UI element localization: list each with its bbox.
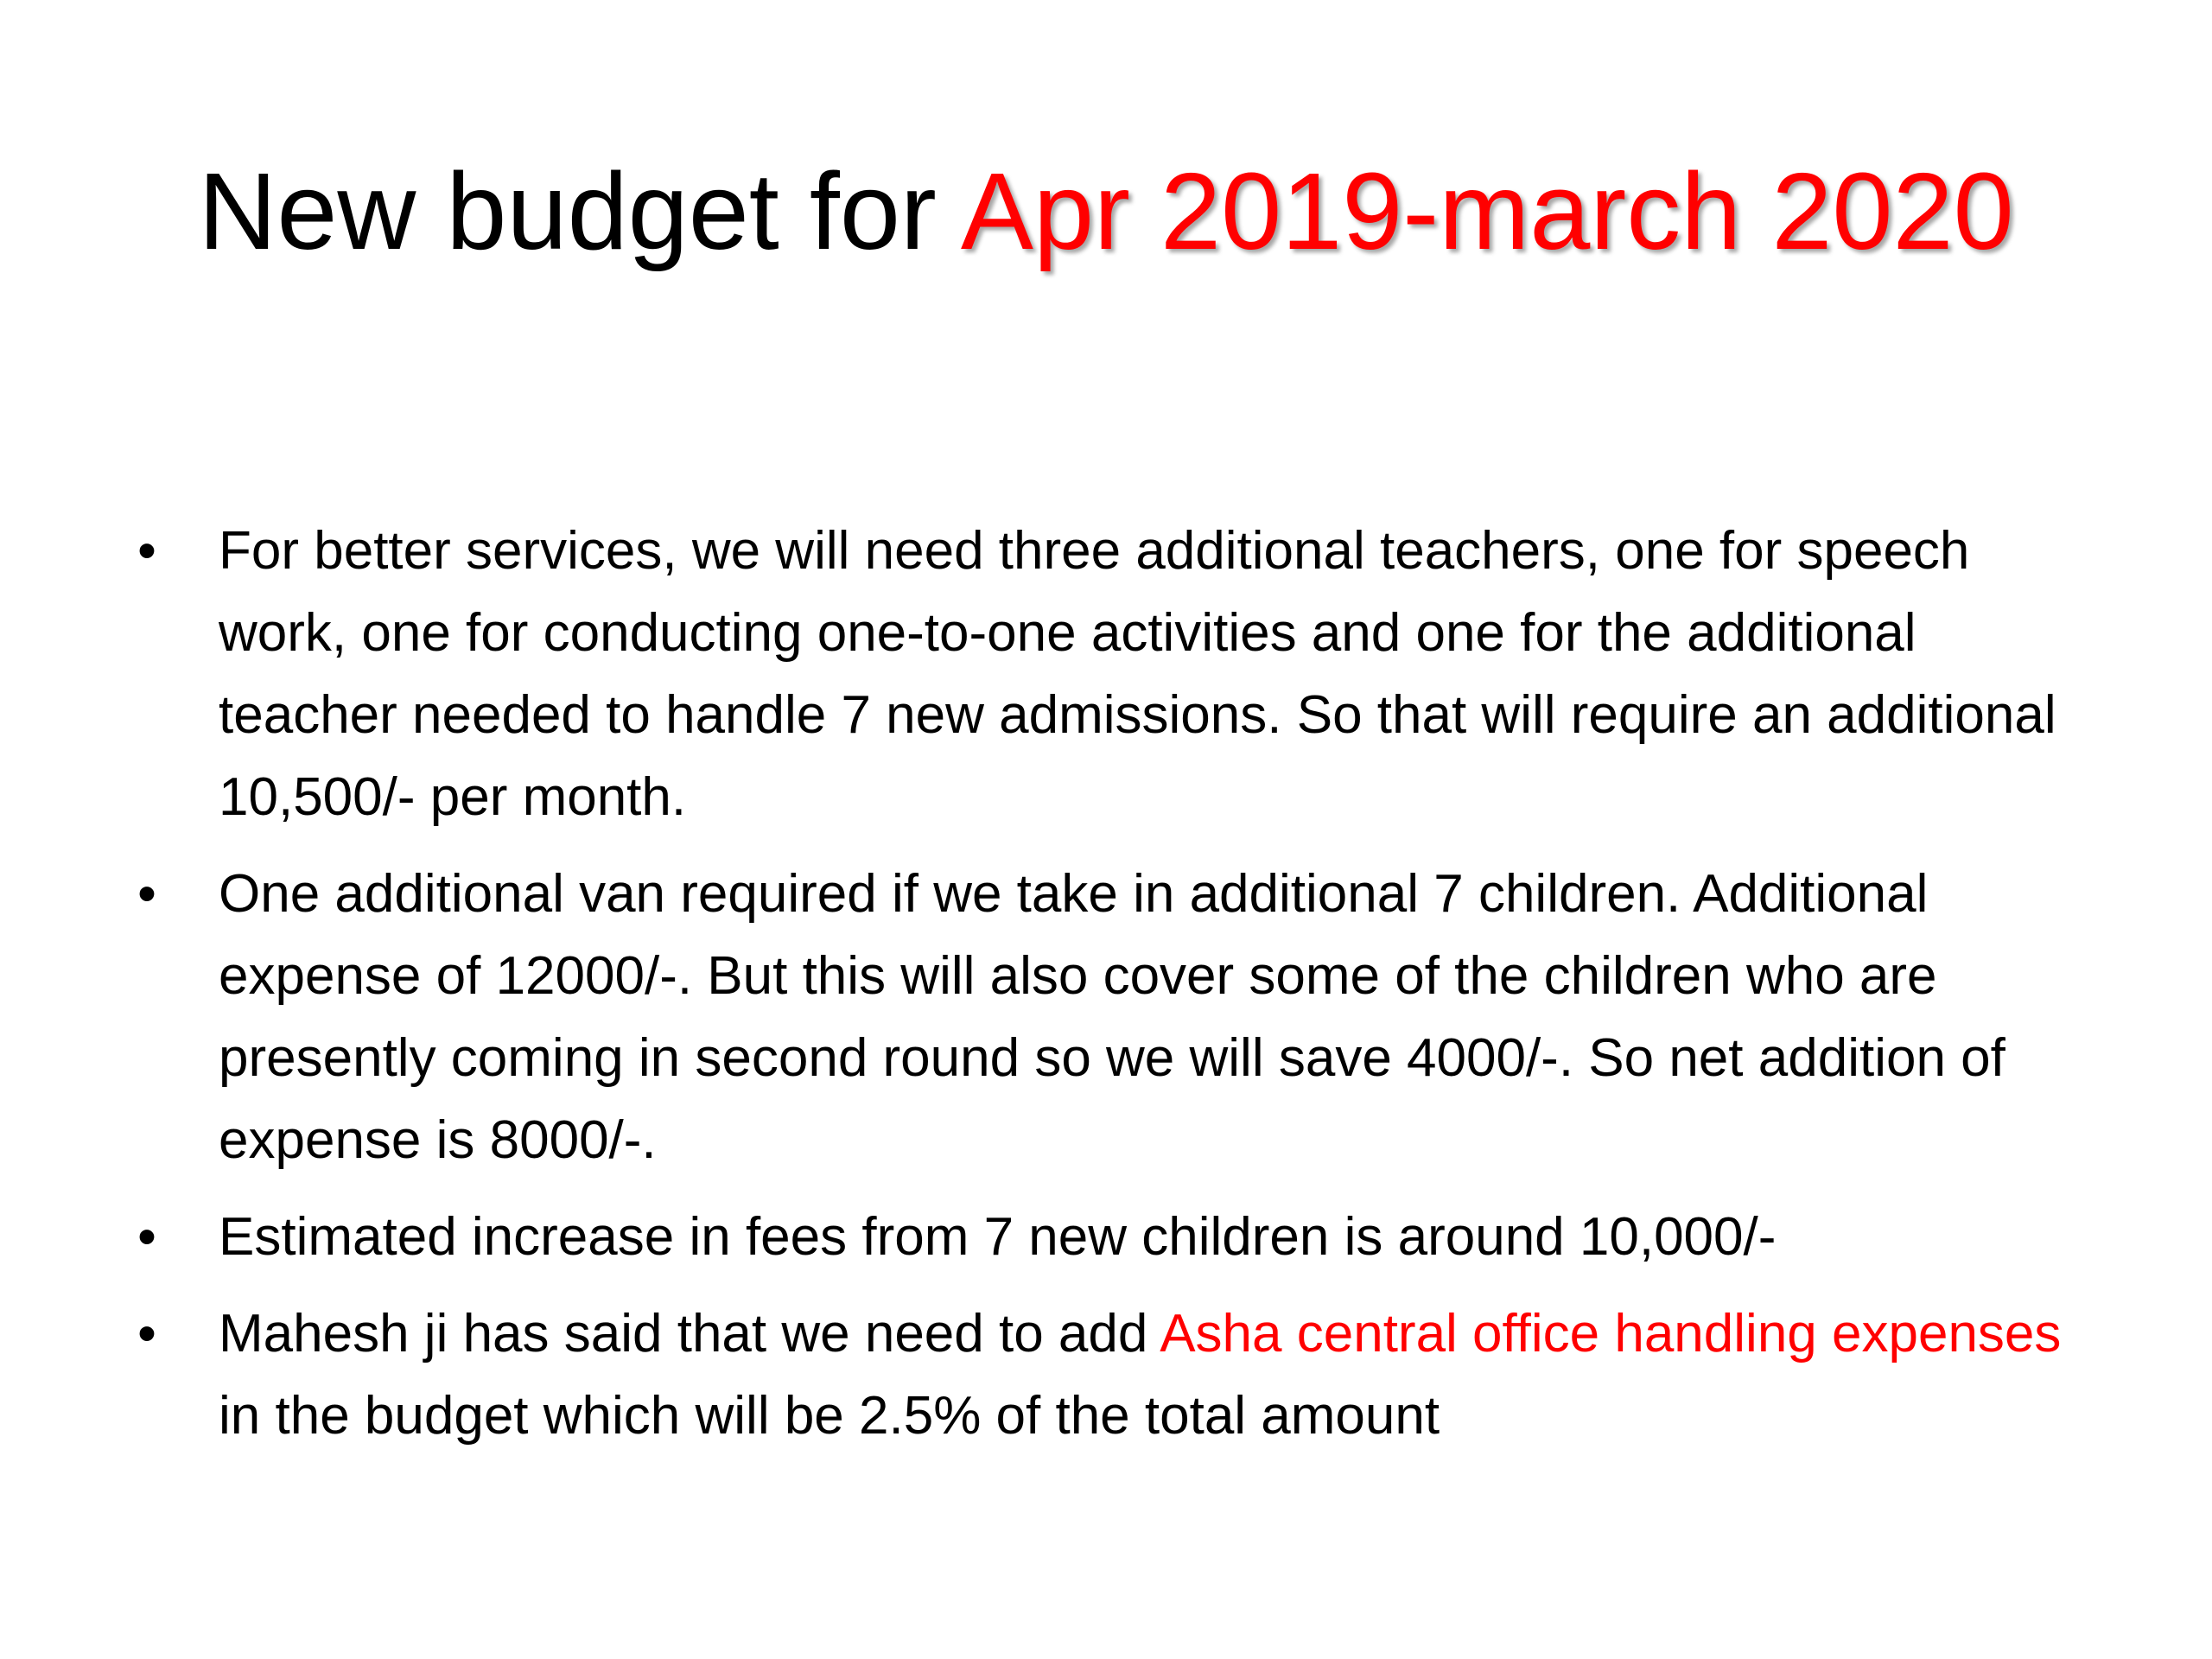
bullet-icon: •: [137, 1304, 156, 1363]
bullet-icon: •: [137, 521, 156, 581]
title-prefix: New budget for: [198, 150, 961, 272]
bullet-item: [130, 853, 2108, 1181]
bullet-icon: •: [137, 864, 156, 924]
title-date-range: Apr 2019-march 2020: [960, 150, 2014, 272]
bullet-text: For better services, we will need three additional teachers, one for speech work, one for conducting one-to-one activities and one for the additional teacher needed to handle 7 new admissions. So that will require an additional 10,500/- per month.: [219, 521, 2056, 827]
bullet-item: [130, 1196, 2108, 1278]
bullet-text-after: in the budget which will be 2.5% of the total amount: [219, 1386, 1440, 1446]
bullet-list: [130, 510, 2108, 1471]
bullet-text: One additional van required if we take in additional 7 children. Additional expense of 12000/-. But this will also cover some of the children who are presently coming in second round so we will save 4000/-. So net addition of expense is 8000/-.: [219, 864, 2005, 1170]
bullet-item: [130, 1293, 2108, 1457]
slide-title: [0, 138, 2212, 285]
bullet-text: [219, 1304, 2061, 1446]
bullet-text-before: Mahesh ji has said that we need to add: [219, 1304, 1160, 1363]
bullet-item: [130, 510, 2108, 838]
bullet-icon: •: [137, 1207, 156, 1267]
bullet-text: Estimated increase in fees from 7 new children is around 10,000/-: [219, 1207, 1777, 1267]
bullet-highlight: Asha central office handling expenses: [1160, 1304, 2062, 1363]
